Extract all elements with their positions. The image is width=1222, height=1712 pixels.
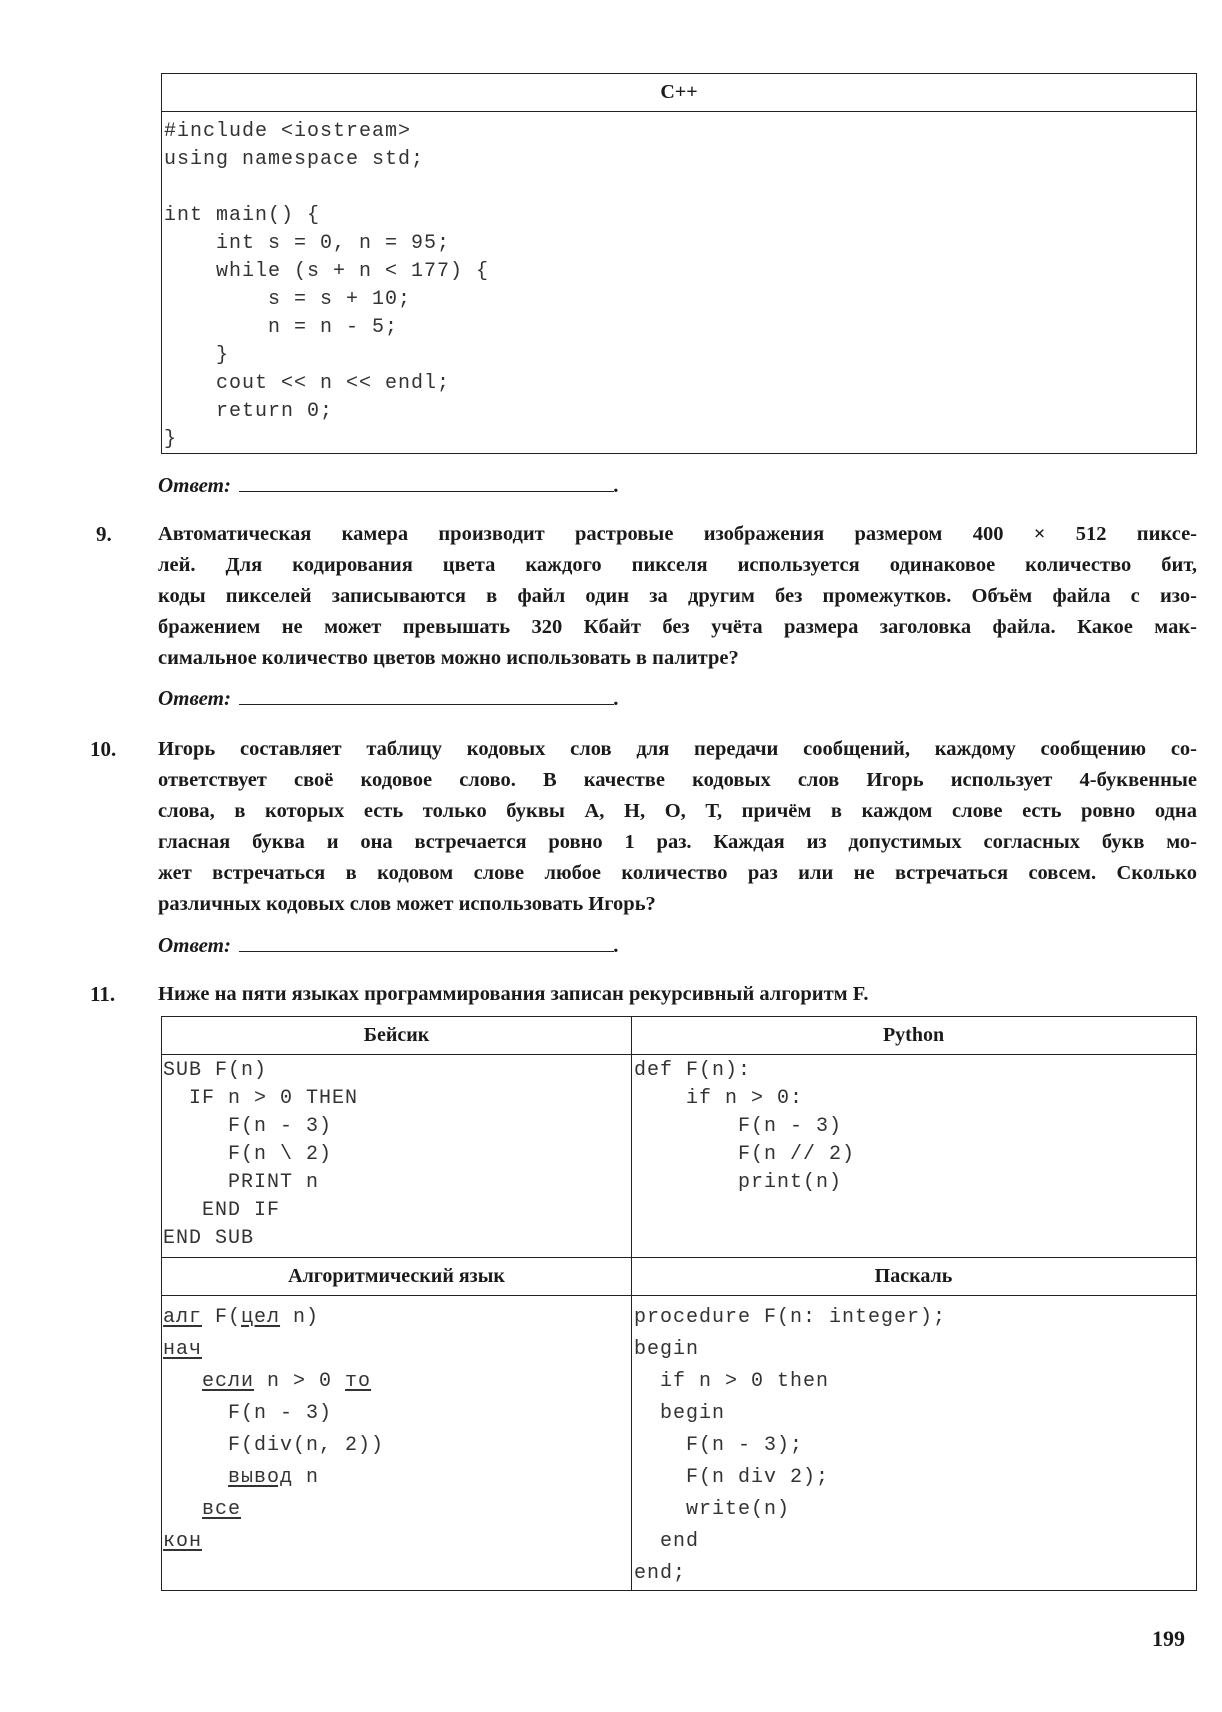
code-text: n) — [280, 1306, 320, 1329]
code-text: F( — [202, 1306, 242, 1329]
code-line: using namespace std; — [164, 148, 425, 171]
code-text: n — [293, 1466, 320, 1489]
code-line: procedure F(n: integer); — [634, 1306, 947, 1329]
code-line: begin — [634, 1402, 726, 1425]
code-line: END SUB — [163, 1227, 255, 1250]
task10-number: 10. — [90, 737, 117, 761]
code-line — [163, 1526, 384, 1558]
task11-number: 11. — [90, 982, 116, 1006]
keyword: то — [345, 1370, 372, 1393]
code-line: print(n) — [634, 1171, 843, 1194]
code-line: IF n > 0 THEN — [163, 1087, 359, 1110]
answer-field[interactable] — [239, 471, 614, 492]
code-line — [163, 1494, 384, 1526]
code-line — [163, 1366, 384, 1398]
code-text: n > 0 — [254, 1370, 346, 1393]
keyword: все — [202, 1498, 242, 1521]
task11-text — [158, 979, 1197, 1010]
basic-header: Бейсик — [363, 1024, 430, 1046]
text-line: коды пикселей записываются в файл один за другим без промежутков. Объём файла с изо- — [158, 585, 1197, 607]
keyword: нач — [163, 1338, 203, 1361]
code-line: def F(n): — [634, 1059, 752, 1082]
code-text: F(div(n, 2)) — [163, 1434, 385, 1457]
text-line: гласная буква и она встречается ровно 1 раз. Каждая из допустимых согласных букв мо- — [158, 831, 1197, 853]
task10-answer — [158, 930, 619, 960]
code-line: } — [164, 344, 230, 367]
task9-text — [158, 519, 1197, 674]
answer-field[interactable] — [239, 931, 614, 952]
keyword: если — [202, 1370, 255, 1393]
code-line: F(n \ 2) — [163, 1143, 333, 1166]
code-line: F(n - 3) — [634, 1115, 843, 1138]
code-text — [163, 1498, 202, 1521]
page-number: 199 — [1152, 1626, 1185, 1651]
code-line: cout << n << endl; — [164, 372, 451, 395]
code-text: F(n - 3) — [163, 1402, 333, 1425]
algorithms-table — [161, 1016, 1197, 1591]
task9-number: 9. — [96, 522, 112, 546]
task9-answer — [158, 683, 619, 713]
code-line: F(n // 2) — [634, 1143, 856, 1166]
code-line: if n > 0 then — [634, 1370, 830, 1393]
task11-line: Ниже на пяти языках программирования записан рекурсивный алгоритм F. — [158, 983, 869, 1005]
header-divider — [162, 1295, 1196, 1296]
python-header: Python — [882, 1024, 945, 1046]
code-line: end; — [634, 1562, 687, 1585]
text-line: ответствует своё кодовое слово. В качестве кодовых слов Игорь использует 4-буквенные — [158, 769, 1197, 791]
answer-label: Ответ: — [158, 686, 231, 710]
column-divider — [631, 1017, 632, 1590]
answer-period: . — [614, 686, 620, 710]
text-line: бражением не может превышать 320 Кбайт без учёта размера заголовка файла. Какое мак- — [158, 616, 1197, 638]
text-line: Автоматическая камера производит растровые изображения размером 400 × 512 пиксе- — [158, 523, 1197, 545]
text-line: симальное количество цветов можно использовать в палитре? — [158, 647, 739, 669]
text-line: различных кодовых слов может использовать Игорь? — [158, 893, 656, 915]
cpp-code-table — [161, 73, 1197, 454]
code-line — [163, 1398, 384, 1430]
text-line: жет встречаться в кодовом слове любое количество раз или не встречаться совсем. Сколько — [158, 862, 1197, 884]
python-code — [634, 1057, 855, 1197]
code-line: END IF — [163, 1199, 281, 1222]
answer-label: Ответ: — [158, 473, 231, 497]
answer-period: . — [614, 473, 620, 497]
code-line — [164, 174, 489, 202]
header-divider — [162, 1054, 1196, 1055]
alg-code — [163, 1302, 384, 1558]
code-line: return 0; — [164, 400, 334, 423]
code-line: int s = 0, n = 95; — [164, 232, 451, 255]
answer-field[interactable] — [239, 684, 614, 705]
keyword: алг — [163, 1306, 203, 1329]
code-line: int main() { — [164, 204, 321, 227]
code-line: begin — [634, 1338, 700, 1361]
task10-text — [158, 734, 1197, 920]
code-line: } — [164, 428, 178, 451]
answer-period: . — [614, 933, 620, 957]
code-line: n = n - 5; — [164, 316, 399, 339]
code-line: end — [634, 1530, 700, 1553]
task8-answer — [158, 470, 619, 500]
code-line: write(n) — [634, 1498, 791, 1521]
code-line: s = s + 10; — [164, 288, 412, 311]
text-line: лей. Для кодирования цвета каждого пикселя используется одинаковое количество бит, — [158, 554, 1197, 576]
code-line: F(n div 2); — [634, 1466, 830, 1489]
answer-label: Ответ: — [158, 933, 231, 957]
code-line — [163, 1430, 384, 1462]
keyword: вывод — [228, 1466, 294, 1489]
code-line — [163, 1334, 384, 1366]
text-line: слова, в которых есть только буквы А, Н, О, Т, причём в каждом слове есть ровно одна — [158, 800, 1197, 822]
code-line: PRINT n — [163, 1171, 320, 1194]
alg-header: Алгоритмический язык — [288, 1265, 505, 1287]
cpp-header: C++ — [162, 74, 1196, 112]
code-line: SUB F(n) — [163, 1059, 268, 1082]
code-line: F(n - 3) — [163, 1115, 333, 1138]
code-line — [163, 1462, 384, 1494]
basic-code — [163, 1057, 358, 1253]
code-text — [163, 1466, 228, 1489]
code-line: F(n - 3); — [634, 1434, 804, 1457]
code-line: if n > 0: — [634, 1087, 804, 1110]
code-line — [163, 1302, 384, 1334]
code-text — [163, 1370, 202, 1393]
pascal-header: Паскаль — [874, 1265, 953, 1287]
cpp-code — [164, 118, 489, 454]
text-line: Игорь составляет таблицу кодовых слов для передачи сообщений, каждому сообщению со- — [158, 738, 1197, 760]
keyword: кон — [163, 1530, 203, 1553]
code-line: while (s + n < 177) { — [164, 260, 490, 283]
code-line: #include <iostream> — [164, 120, 412, 143]
pascal-code — [634, 1302, 946, 1590]
keyword: цел — [241, 1306, 281, 1329]
